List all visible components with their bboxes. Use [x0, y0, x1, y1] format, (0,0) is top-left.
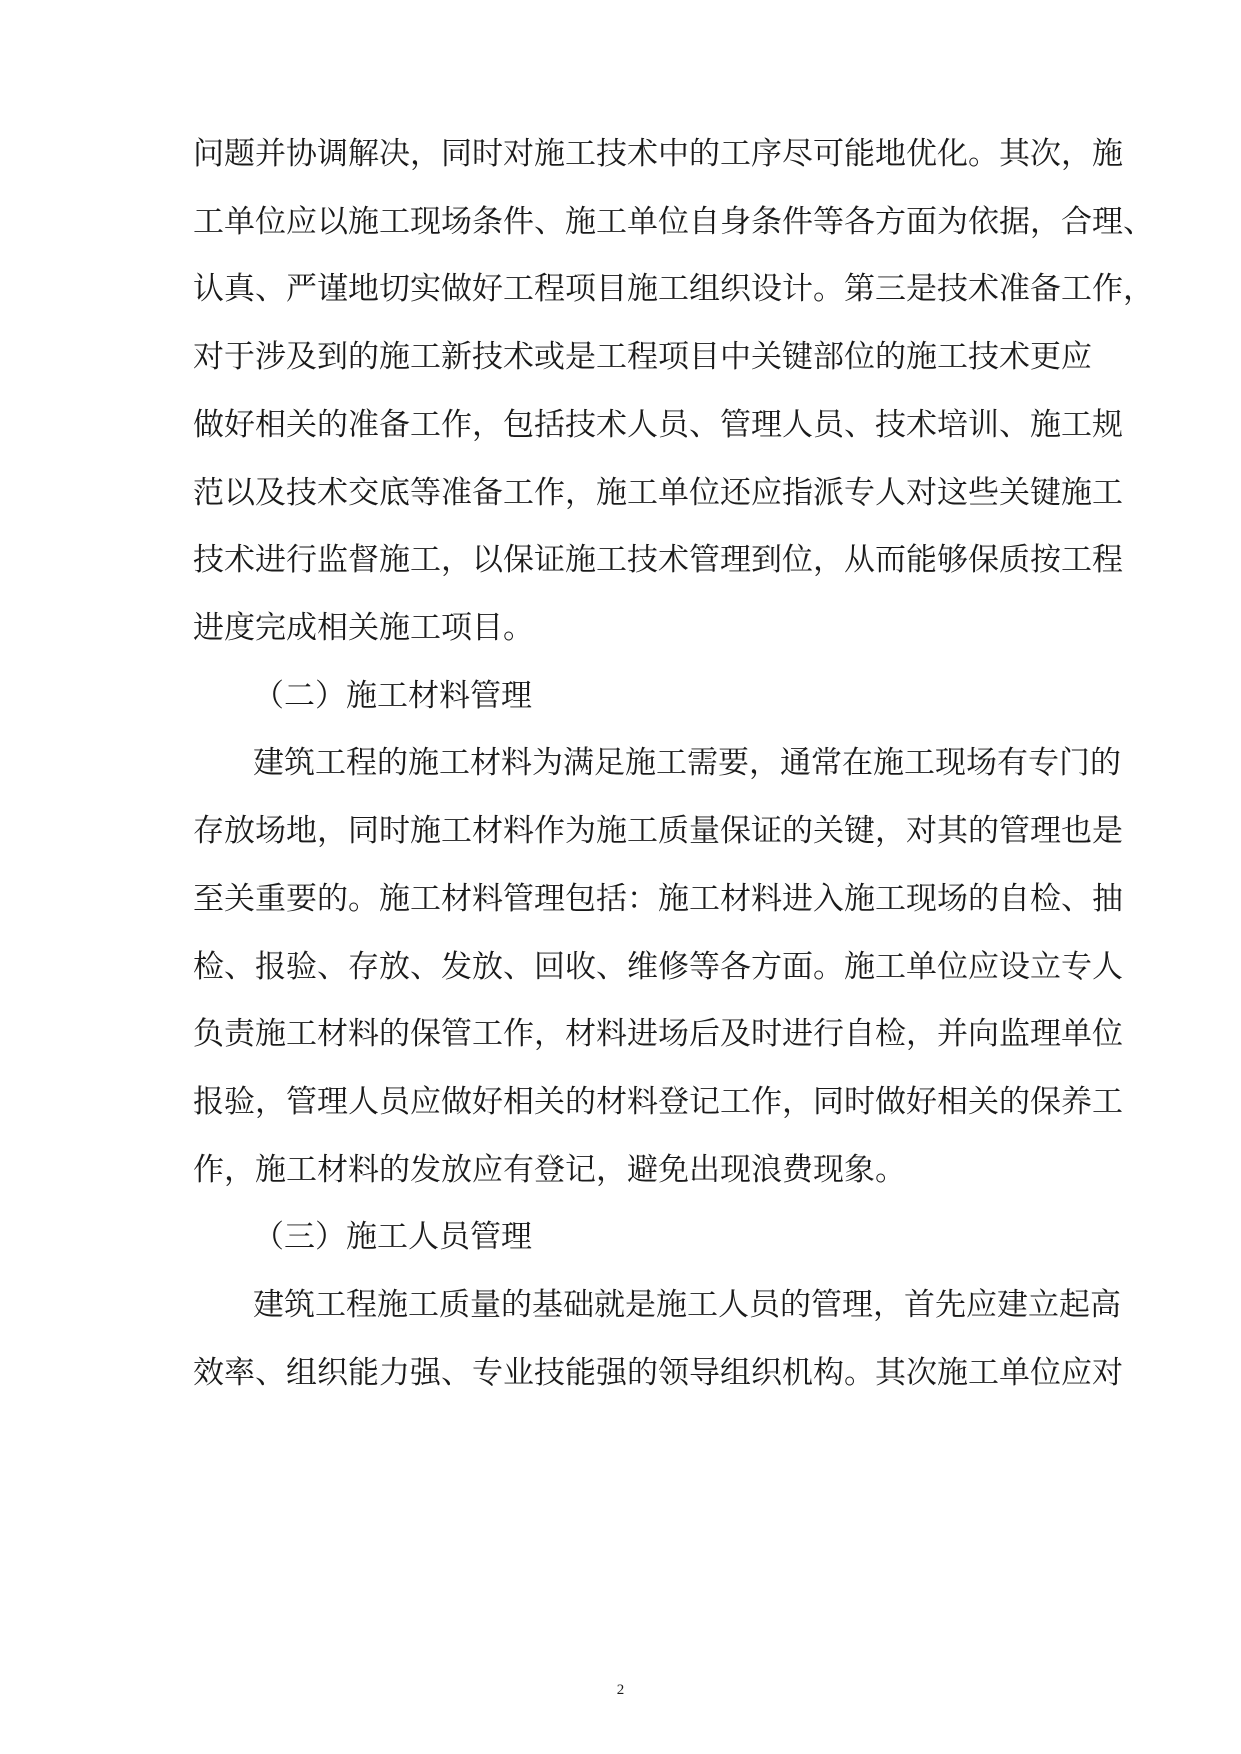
text-line: 存放场地，同时施工材料作为施工质量保证的关键，对其的管理也是: [193, 813, 1123, 849]
text-line: 报验，管理人员应做好相关的材料登记工作，同时做好相关的保养工: [193, 1084, 1123, 1120]
section-heading: （二）施工材料管理: [253, 678, 532, 714]
page-number: 2: [616, 1682, 625, 1698]
text-line: 效率、组织能力强、专业技能强的领导组织机构。其次施工单位应对: [193, 1355, 1123, 1391]
text-line: 认真、严谨地切实做好工程项目施工组织设计。第三是技术准备工作，: [193, 271, 1154, 307]
text-line: 至关重要的。施工材料管理包括：施工材料进入施工现场的自检、抽: [193, 881, 1123, 917]
text-line: 范以及技术交底等准备工作，施工单位还应指派专人对这些关键施工: [193, 475, 1123, 511]
text-line: 对于涉及到的施工新技术或是工程项目中关键部位的施工技术更应: [193, 339, 1092, 375]
text-line: 检、报验、存放、发放、回收、维修等各方面。施工单位应设立专人: [193, 949, 1123, 985]
text-line: 建筑工程的施工材料为满足施工需要，通常在施工现场有专门的: [253, 745, 1121, 781]
text-line: 技术进行监督施工，以保证施工技术管理到位，从而能够保质按工程: [193, 542, 1123, 578]
text-line: 建筑工程施工质量的基础就是施工人员的管理，首先应建立起高: [253, 1287, 1121, 1323]
text-line: 做好相关的准备工作，包括技术人员、管理人员、技术培训、施工规: [193, 407, 1123, 443]
text-line: 进度完成相关施工项目。: [193, 610, 534, 646]
text-line: 作，施工材料的发放应有登记，避免出现浪费现象。: [193, 1152, 906, 1188]
text-line: 工单位应以施工现场条件、施工单位自身条件等各方面为依据，合理、: [193, 204, 1154, 240]
text-line: 负责施工材料的保管工作，材料进场后及时进行自检，并向监理单位: [193, 1016, 1123, 1052]
section-heading: （三）施工人员管理: [253, 1219, 532, 1255]
text-line: 问题并协调解决，同时对施工技术中的工序尽可能地优化。其次，施: [193, 136, 1123, 172]
